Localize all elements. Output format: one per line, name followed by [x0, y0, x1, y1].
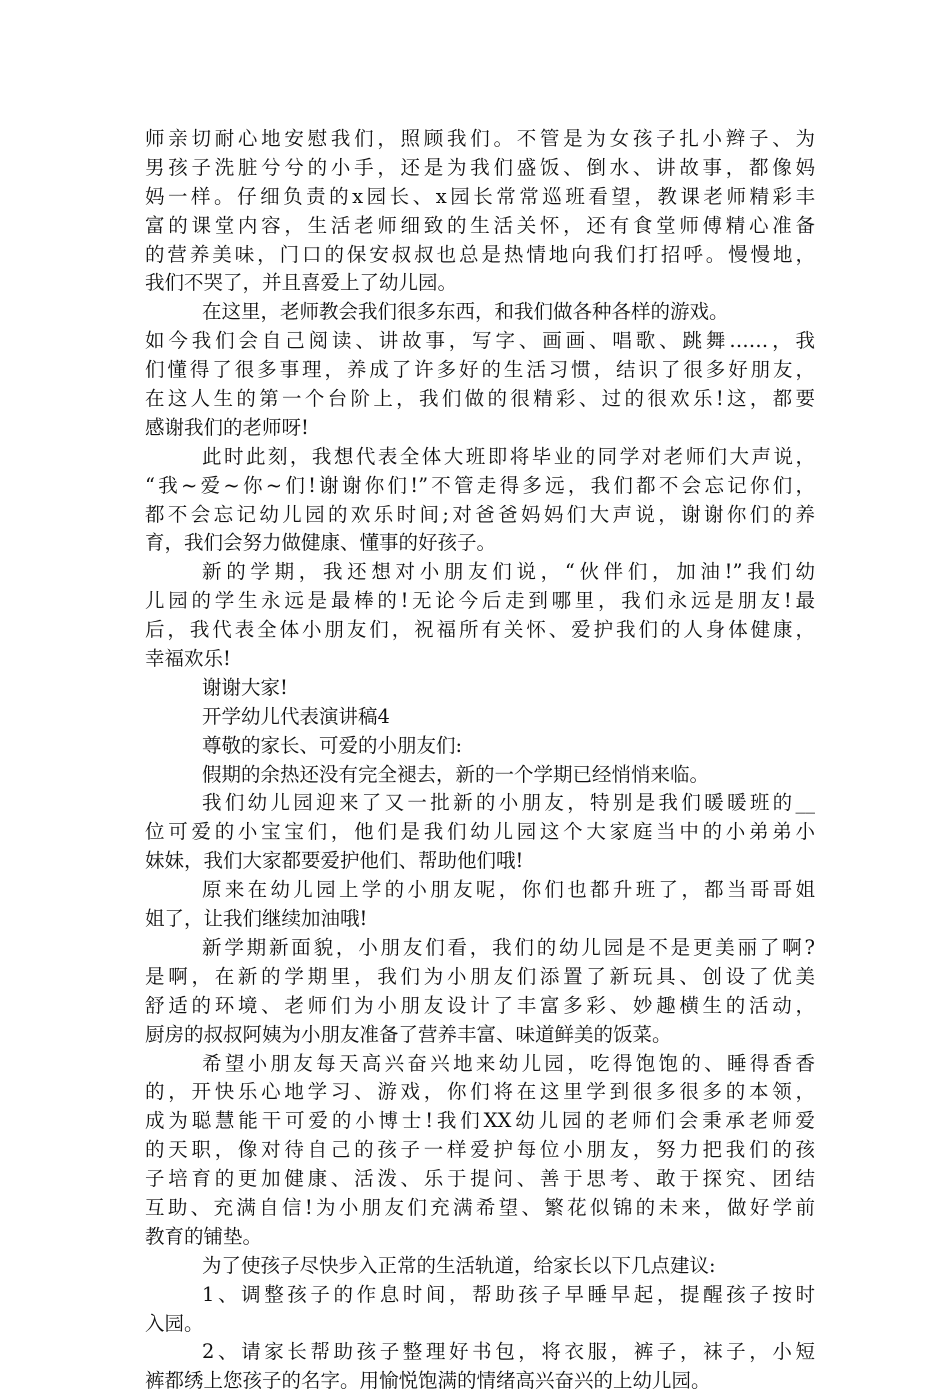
text-line: 教育的铺垫。: [145, 1224, 263, 1248]
text-line: 厨房的叔叔阿姨为小朋友准备了营养丰富、味道鲜美的饭菜。: [145, 1022, 672, 1046]
text-line: 都不会忘记幼儿园的欢乐时间;对爸爸妈妈们大声说，谢谢你们的养: [145, 502, 815, 526]
text-line: 的天职，像对待自己的孩子一样爱护每位小朋友，努力把我们的孩: [145, 1138, 815, 1162]
text-line: 感谢我们的老师呀!: [145, 415, 309, 439]
text-line: 新的学期，我还想对小朋友们说，“伙伴们，加油!”我们幼: [202, 560, 815, 584]
text-line: 互助、充满自信!为小朋友们充满希望、繁花似锦的未来，做好学前: [145, 1195, 815, 1219]
text-line: 位可爱的小宝宝们，他们是我们幼儿园这个大家庭当中的小弟弟小: [145, 820, 815, 844]
text-line: 裤都绣上您孩子的名字。用愉悦饱满的情绪高兴奋兴的上幼儿园。: [145, 1369, 711, 1393]
text-line: 子培育的更加健康、活泼、乐于提问、善于思考、敢于探究、团结: [145, 1167, 815, 1191]
text-line: 的营养美味，门口的保安叔叔也总是热情地向我们打招呼。慢慢地，: [145, 242, 815, 266]
text-line: 2、请家长帮助孩子整理好书包，将衣服，裤子，袜子，小短: [202, 1340, 815, 1364]
text-line: 在这里，老师教会我们很多东西，和我们做各种各样的游戏。: [202, 300, 729, 324]
document-body: [145, 125, 815, 1396]
text-line: 姐了，让我们继续加油哦!: [145, 907, 368, 931]
text-line: 们懂得了很多事理，养成了许多好的生活习惯，结识了很多好朋友，: [145, 358, 815, 382]
text-line: 在这人生的第一个台阶上，我们做的很精彩、过的很欢乐!这，都要: [145, 387, 815, 411]
text-line: 育，我们会努力做健康、懂事的好孩子。: [145, 531, 497, 555]
text-line: 富的课堂内容，生活老师细致的生活关怀，还有食堂师傅精心准备: [145, 213, 815, 237]
text-line: 希望小朋友每天高兴奋兴地来幼儿园，吃得饱饱的、睡得香香: [202, 1051, 815, 1075]
text-line: 我们不哭了，并且喜爱上了幼儿园。: [145, 271, 458, 295]
text-line: 妈一样。仔细负责的x园长、x园长常常巡班看望，教课老师精彩丰: [145, 184, 815, 208]
text-line: 舒适的环境、老师们为小朋友设计了丰富多彩、妙趣横生的活动，: [145, 993, 815, 1017]
text-line: 为了使孩子尽快步入正常的生活轨道，给家长以下几点建议:: [202, 1253, 716, 1277]
text-line: 成为聪慧能干可爱的小博士!我们XX幼儿园的老师们会秉承老师爱: [145, 1109, 815, 1133]
text-line: 师亲切耐心地安慰我们，照顾我们。不管是为女孩子扎小辫子、为: [145, 127, 815, 150]
text-line: 尊敬的家长、可爱的小朋友们:: [202, 733, 463, 757]
text-line: 妹妹，我们大家都要爱护他们、帮助他们哦!: [145, 849, 524, 873]
text-line: 我们幼儿园迎来了又一批新的小朋友，特别是我们暖暖班的__: [202, 791, 815, 815]
text-line: 新学期新面貌，小朋友们看，我们的幼儿园是不是更美丽了啊?: [202, 935, 815, 959]
text-line: “我~爱~你~们!谢谢你们!”不管走得多远，我们都不会忘记你们，: [145, 473, 815, 497]
text-line: 假期的余热还没有完全褪去，新的一个学期已经悄悄来临。: [202, 762, 710, 786]
text-line: 儿园的学生永远是最棒的!无论今后走到哪里，我们永远是朋友!最: [145, 589, 815, 613]
text-line: 1、调整孩子的作息时间，帮助孩子早睡早起，提醒孩子按时: [202, 1282, 815, 1306]
text-line: 入园。: [145, 1311, 204, 1335]
text-line: 开学幼儿代表演讲稿4: [202, 704, 390, 728]
text-line: 的，开快乐心地学习、游戏，你们将在这里学到很多很多的本领，: [145, 1080, 815, 1104]
text-line: 原来在幼儿园上学的小朋友呢，你们也都升班了，都当哥哥姐: [202, 878, 815, 902]
text-line: 此时此刻，我想代表全体大班即将毕业的同学对老师们大声说，: [202, 444, 815, 468]
text-line: 是啊，在新的学期里，我们为小朋友们添置了新玩具、创设了优美: [145, 964, 815, 988]
text-line: 男孩子洗脏兮兮的小手，还是为我们盛饭、倒水、讲故事，都像妈: [145, 155, 815, 179]
text-line: 谢谢大家!: [202, 675, 288, 699]
text-line: 如今我们会自己阅读、讲故事，写字、画画、唱歌、跳舞……，我: [145, 329, 815, 353]
text-line: 后，我代表全体小朋友们，祝福所有关怀、爱护我们的人身体健康，: [145, 618, 815, 642]
text-line: 幸福欢乐!: [145, 647, 231, 671]
